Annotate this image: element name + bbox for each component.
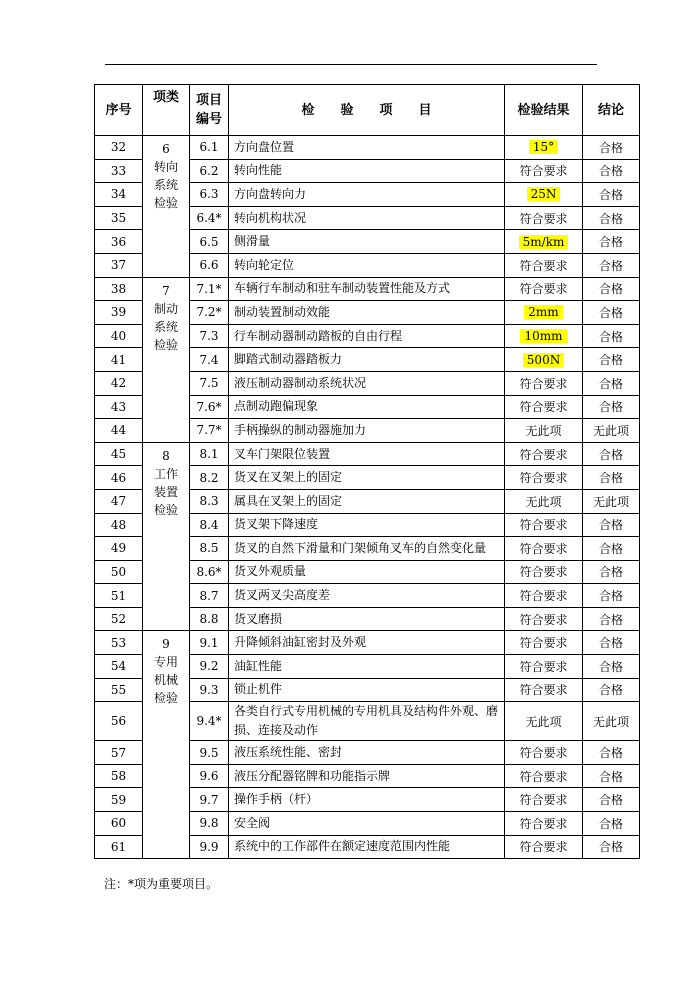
row-item-no: 7.6* (190, 395, 229, 419)
category-name-line3: 检验 (153, 196, 178, 210)
row-seq: 34 (95, 183, 143, 207)
row-item: 行车制动器制动踏板的自由行程 (229, 324, 505, 348)
result-value: 符合要求 (519, 746, 568, 761)
row-item-no: 8.6* (190, 560, 229, 584)
row-item: 液压分配器铭牌和功能指示牌 (229, 764, 505, 788)
row-result (505, 560, 583, 584)
row-item-no: 6.1 (190, 136, 229, 160)
result-value: 15° (529, 140, 558, 154)
row-item-no: 7.7* (190, 419, 229, 443)
row-item: 货叉架下降速度 (229, 513, 505, 537)
row-item: 各类自行式专用机械的专用机具及结构件外观、磨损、连接及动作 (229, 702, 505, 741)
row-seq: 56 (95, 702, 143, 741)
row-result (505, 537, 583, 561)
row-item: 货叉两叉尖高度差 (229, 584, 505, 608)
result-value: 符合要求 (519, 589, 568, 604)
header-item-no-line2: 编号 (195, 112, 222, 127)
row-conclusion: 合格 (583, 607, 640, 631)
row-item-no: 6.5 (190, 230, 229, 254)
table-row (95, 631, 640, 655)
row-result (505, 631, 583, 655)
header-item-no (190, 85, 229, 136)
footnote: 注：*项为重要项目。 (104, 877, 219, 891)
row-seq: 53 (95, 631, 143, 655)
row-item-no: 7.5 (190, 371, 229, 395)
row-item: 车辆行车制动和驻车制动装置性能及方式 (229, 277, 505, 301)
row-seq: 32 (95, 136, 143, 160)
row-item: 方向盘位置 (229, 136, 505, 160)
result-value: 符合要求 (519, 447, 568, 462)
row-result (505, 442, 583, 466)
row-conclusion: 无此项 (583, 702, 640, 741)
category-num: 7 (162, 283, 170, 298)
row-result (505, 466, 583, 490)
row-item-no: 6.4* (190, 206, 229, 230)
row-result (505, 489, 583, 513)
row-result (505, 764, 583, 788)
row-seq: 44 (95, 419, 143, 443)
row-conclusion: 合格 (583, 764, 640, 788)
row-seq: 38 (95, 277, 143, 301)
table-header-row (95, 85, 640, 136)
row-item-no: 6.3 (190, 183, 229, 207)
result-value: 符合要求 (519, 211, 568, 226)
row-result (505, 741, 583, 765)
row-item: 系统中的工作部件在额定速度范围内性能 (229, 835, 505, 859)
result-value: 符合要求 (519, 659, 568, 674)
result-value: 500N (523, 353, 564, 367)
row-conclusion: 合格 (583, 206, 640, 230)
row-item-no: 9.5 (190, 741, 229, 765)
row-item: 货叉磨损 (229, 607, 505, 631)
row-result (505, 702, 583, 741)
row-item-no: 9.7 (190, 788, 229, 812)
result-value: 符合要求 (519, 518, 568, 533)
row-conclusion: 合格 (583, 835, 640, 859)
row-conclusion: 合格 (583, 584, 640, 608)
result-value: 无此项 (525, 714, 562, 729)
row-seq: 55 (95, 678, 143, 702)
row-item: 升降倾斜油缸密封及外观 (229, 631, 505, 655)
row-item-no: 6.6 (190, 253, 229, 277)
result-value: 2mm (524, 305, 562, 319)
row-conclusion: 合格 (583, 678, 640, 702)
row-item: 液压系统性能、密封 (229, 741, 505, 765)
result-value: 符合要求 (519, 769, 568, 784)
row-item-no: 7.4 (190, 348, 229, 372)
row-item-no: 9.8 (190, 812, 229, 836)
result-value: 符合要求 (519, 636, 568, 651)
table-row (95, 136, 640, 160)
result-value: 符合要求 (519, 471, 568, 486)
row-conclusion: 合格 (583, 395, 640, 419)
row-item: 叉车门架限位装置 (229, 442, 505, 466)
category-name-line3: 检验 (153, 337, 178, 352)
header-result: 检验结果 (505, 85, 583, 136)
result-value: 无此项 (525, 494, 562, 509)
row-conclusion: 合格 (583, 183, 640, 207)
row-conclusion: 合格 (583, 136, 640, 160)
row-conclusion: 无此项 (583, 419, 640, 443)
result-value: 符合要求 (519, 683, 568, 698)
row-item: 操作手柄（杆） (229, 788, 505, 812)
row-seq: 54 (95, 655, 143, 679)
result-value: 符合要求 (519, 164, 568, 179)
row-seq: 41 (95, 348, 143, 372)
row-result (505, 419, 583, 443)
category-name-line2: 机械 (153, 673, 178, 688)
row-item-no: 8.1 (190, 442, 229, 466)
row-result (505, 835, 583, 859)
row-conclusion: 无此项 (583, 489, 640, 513)
table-row (95, 277, 640, 301)
category-cell (143, 136, 190, 278)
header-rule (105, 64, 597, 65)
category-name-line3: 检验 (153, 691, 178, 706)
row-conclusion: 合格 (583, 560, 640, 584)
row-seq: 33 (95, 159, 143, 183)
row-item-no: 9.1 (190, 631, 229, 655)
result-value: 符合要求 (519, 258, 568, 273)
row-item: 货叉在叉架上的固定 (229, 466, 505, 490)
row-item-no: 8.5 (190, 537, 229, 561)
row-seq: 60 (95, 812, 143, 836)
row-seq: 47 (95, 489, 143, 513)
row-conclusion: 合格 (583, 159, 640, 183)
category-num: 9 (162, 637, 170, 652)
result-value: 5m/km (519, 235, 569, 249)
result-value: 符合要求 (519, 376, 568, 391)
table-row (95, 442, 640, 466)
row-conclusion: 合格 (583, 466, 640, 490)
row-result (505, 584, 583, 608)
row-item-no: 7.1* (190, 277, 229, 301)
row-item: 方向盘转向力 (229, 183, 505, 207)
row-item: 锁止机件 (229, 678, 505, 702)
row-item: 货叉的自然下滑量和门架倾角叉车的自然变化量 (229, 537, 505, 561)
row-seq: 36 (95, 230, 143, 254)
result-value: 无此项 (525, 423, 562, 438)
row-result (505, 607, 583, 631)
row-seq: 51 (95, 584, 143, 608)
row-result (505, 371, 583, 395)
row-item: 手柄操纵的制动器施加力 (229, 419, 505, 443)
result-value: 10mm (520, 329, 566, 343)
row-result (505, 136, 583, 160)
row-item-no: 7.2* (190, 301, 229, 325)
row-item: 属具在叉架上的固定 (229, 489, 505, 513)
header-seq: 序号 (95, 85, 143, 136)
category-name-line1: 专用 (153, 655, 178, 670)
category-cell (143, 277, 190, 442)
row-item-no: 8.2 (190, 466, 229, 490)
row-item: 点制动跑偏现象 (229, 395, 505, 419)
row-item-no: 9.3 (190, 678, 229, 702)
row-result (505, 301, 583, 325)
row-conclusion: 合格 (583, 631, 640, 655)
header-item: 检 验 项 目 (229, 85, 505, 136)
row-item: 货叉外观质量 (229, 560, 505, 584)
row-conclusion: 合格 (583, 741, 640, 765)
row-seq: 58 (95, 764, 143, 788)
row-conclusion: 合格 (583, 371, 640, 395)
row-conclusion: 合格 (583, 788, 640, 812)
row-result (505, 678, 583, 702)
row-result (505, 812, 583, 836)
row-conclusion: 合格 (583, 442, 640, 466)
row-result (505, 324, 583, 348)
category-name-line2: 系统 (153, 178, 178, 192)
row-conclusion: 合格 (583, 537, 640, 561)
category-name-line1: 工作 (153, 466, 178, 481)
row-seq: 50 (95, 560, 143, 584)
category-name-line1: 制动 (153, 301, 178, 316)
header-category: 项类 (143, 85, 190, 136)
result-value: 符合要求 (519, 400, 568, 415)
row-result (505, 206, 583, 230)
result-value: 符合要求 (519, 565, 568, 580)
row-seq: 43 (95, 395, 143, 419)
row-result (505, 277, 583, 301)
result-value: 25N (527, 187, 561, 201)
result-value: 符合要求 (519, 840, 568, 855)
row-seq: 57 (95, 741, 143, 765)
result-value: 符合要求 (519, 816, 568, 831)
inspection-table (94, 84, 640, 859)
row-item-no: 7.3 (190, 324, 229, 348)
category-name-line1: 转向 (153, 160, 178, 174)
row-result (505, 159, 583, 183)
category-num: 8 (162, 448, 170, 463)
row-conclusion: 合格 (583, 277, 640, 301)
row-seq: 37 (95, 253, 143, 277)
row-item-no: 8.8 (190, 607, 229, 631)
row-item: 转向性能 (229, 159, 505, 183)
row-conclusion: 合格 (583, 253, 640, 277)
row-item-no: 9.4* (190, 702, 229, 741)
row-seq: 39 (95, 301, 143, 325)
row-conclusion: 合格 (583, 301, 640, 325)
row-seq: 45 (95, 442, 143, 466)
row-item-no: 9.2 (190, 655, 229, 679)
row-item-no: 6.2 (190, 159, 229, 183)
row-item-no: 8.7 (190, 584, 229, 608)
header-conclusion: 结论 (583, 85, 640, 136)
row-seq: 48 (95, 513, 143, 537)
row-result (505, 230, 583, 254)
category-num: 6 (162, 142, 170, 156)
row-seq: 46 (95, 466, 143, 490)
category-name-line2: 系统 (153, 319, 178, 334)
row-item-no: 8.4 (190, 513, 229, 537)
row-item: 转向轮定位 (229, 253, 505, 277)
row-result (505, 183, 583, 207)
row-seq: 59 (95, 788, 143, 812)
category-name-line3: 检验 (153, 502, 178, 517)
row-result (505, 655, 583, 679)
row-conclusion: 合格 (583, 324, 640, 348)
row-item: 制动装置制动效能 (229, 301, 505, 325)
row-seq: 52 (95, 607, 143, 631)
row-result (505, 253, 583, 277)
row-item: 安全阀 (229, 812, 505, 836)
row-seq: 40 (95, 324, 143, 348)
row-result (505, 348, 583, 372)
row-item: 油缸性能 (229, 655, 505, 679)
row-conclusion: 合格 (583, 513, 640, 537)
row-conclusion: 合格 (583, 812, 640, 836)
row-item-no: 8.3 (190, 489, 229, 513)
row-result (505, 788, 583, 812)
row-item: 侧滑量 (229, 230, 505, 254)
row-seq: 35 (95, 206, 143, 230)
row-conclusion: 合格 (583, 348, 640, 372)
row-result (505, 513, 583, 537)
result-value: 符合要求 (519, 282, 568, 297)
row-item: 液压制动器制动系统状况 (229, 371, 505, 395)
row-item: 脚踏式制动器踏板力 (229, 348, 505, 372)
row-item-no: 9.9 (190, 835, 229, 859)
category-name-line2: 装置 (153, 484, 178, 499)
row-item-no: 9.6 (190, 764, 229, 788)
result-value: 符合要求 (519, 612, 568, 627)
row-conclusion: 合格 (583, 655, 640, 679)
row-seq: 42 (95, 371, 143, 395)
row-seq: 61 (95, 835, 143, 859)
result-value: 符合要求 (519, 793, 568, 808)
row-seq: 49 (95, 537, 143, 561)
row-conclusion: 合格 (583, 230, 640, 254)
row-item: 转向机构状况 (229, 206, 505, 230)
header-item-no-line1: 项目 (195, 93, 222, 108)
row-result (505, 395, 583, 419)
result-value: 符合要求 (519, 541, 568, 556)
category-cell (143, 442, 190, 631)
category-cell (143, 631, 190, 859)
